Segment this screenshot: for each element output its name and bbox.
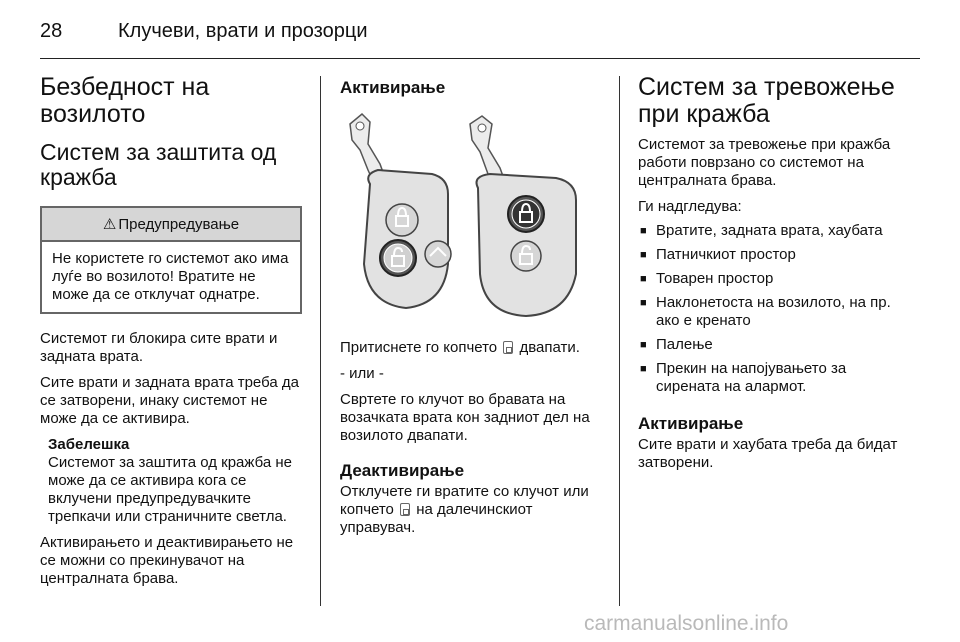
page-number: 28 [40, 20, 63, 42]
paragraph-doors-closed: Сите врати и задната врата треба да се затворени, инаку системот не може да се активира. [40, 374, 299, 427]
column-divider-2 [619, 76, 620, 606]
header-rule [40, 58, 920, 59]
warning-triangle-icon: ⚠ [102, 216, 117, 233]
warning-header [42, 208, 300, 242]
list-item: ■ Наклонетоста на возилото, на пр. ако е кренато [638, 294, 902, 330]
note-body: Системот за заштита од кражба не може да се активира кога се вклучени предупредувачките трепкачи или страничните светла. [48, 454, 292, 525]
page-header [40, 14, 920, 54]
deact-text-before: Отклучете ги вратите со клучот или копчето [340, 483, 589, 518]
section-heading: Безбедност на возилото [40, 73, 210, 128]
column-2 [340, 66, 602, 537]
alarm-activation-heading: Активирање [638, 414, 744, 433]
lock-icon [503, 341, 513, 354]
remote-key-illustration [340, 104, 602, 328]
alarm-heading: Систем за тревожење при кражба [638, 73, 895, 128]
paragraph-alarm-activation: Сите врати и хаубата треба да бидат затворени. [638, 436, 898, 471]
list-item: ■ Палење [638, 336, 902, 354]
trunk-button-icon [425, 241, 451, 267]
paragraph-blocks-doors: Системот ги блокира сите врати и задната врата. [40, 330, 278, 365]
column-divider-1 [320, 76, 321, 606]
note-block [48, 436, 302, 526]
warning-box [40, 206, 302, 314]
unlock-icon [400, 503, 410, 516]
running-title: Клучеви, врати и прозорци [118, 20, 368, 42]
press-text-after: двапати. [519, 339, 580, 356]
or-separator: - или - [340, 365, 384, 382]
monitored-list [638, 222, 902, 396]
warning-body: Не користете го системот ако има луѓе во возилото! Вратите не може да се отклучат однатре. [52, 250, 289, 303]
deact-text-after: на далечинскиот управувач. [340, 501, 533, 536]
paragraph-press-button [340, 339, 602, 357]
column-1 [40, 66, 302, 588]
press-text-before: Притиснете го копчето [340, 339, 498, 356]
activation-heading: Активирање [340, 78, 446, 97]
paragraph-alarm-intro: Системот за тревожење при кражба работи поврзано со системот на централната брава. [638, 136, 891, 189]
note-title: Забелешка [48, 436, 130, 453]
paragraph-turn-key: Свртете го клучот во бравата на возачката врата кон задниот дел на возилото двапати. [340, 391, 590, 444]
key-body-left [364, 170, 448, 308]
list-item: ■ Патничкиот простор [638, 246, 902, 264]
deactivation-heading: Деактивирање [340, 461, 465, 480]
list-item: ■ Прекин на напојувањето за сирената на алармот. [638, 360, 902, 396]
paragraph-monitors: Ги надгледува: [638, 198, 742, 215]
paragraph-closing: Активирањето и деактивирањето не се можни со прекинувачот на централната брава. [40, 534, 294, 587]
list-item: ■ Товарен простор [638, 270, 902, 288]
list-item: ■ Вратите, задната врата, хаубата [638, 222, 902, 240]
subsection-heading: Систем за заштита од кражба [40, 139, 277, 190]
watermark: carmanualsonline.info [584, 612, 789, 635]
paragraph-deactivate [340, 483, 602, 537]
warning-title: Предупредување [118, 215, 240, 233]
column-3 [638, 66, 902, 472]
